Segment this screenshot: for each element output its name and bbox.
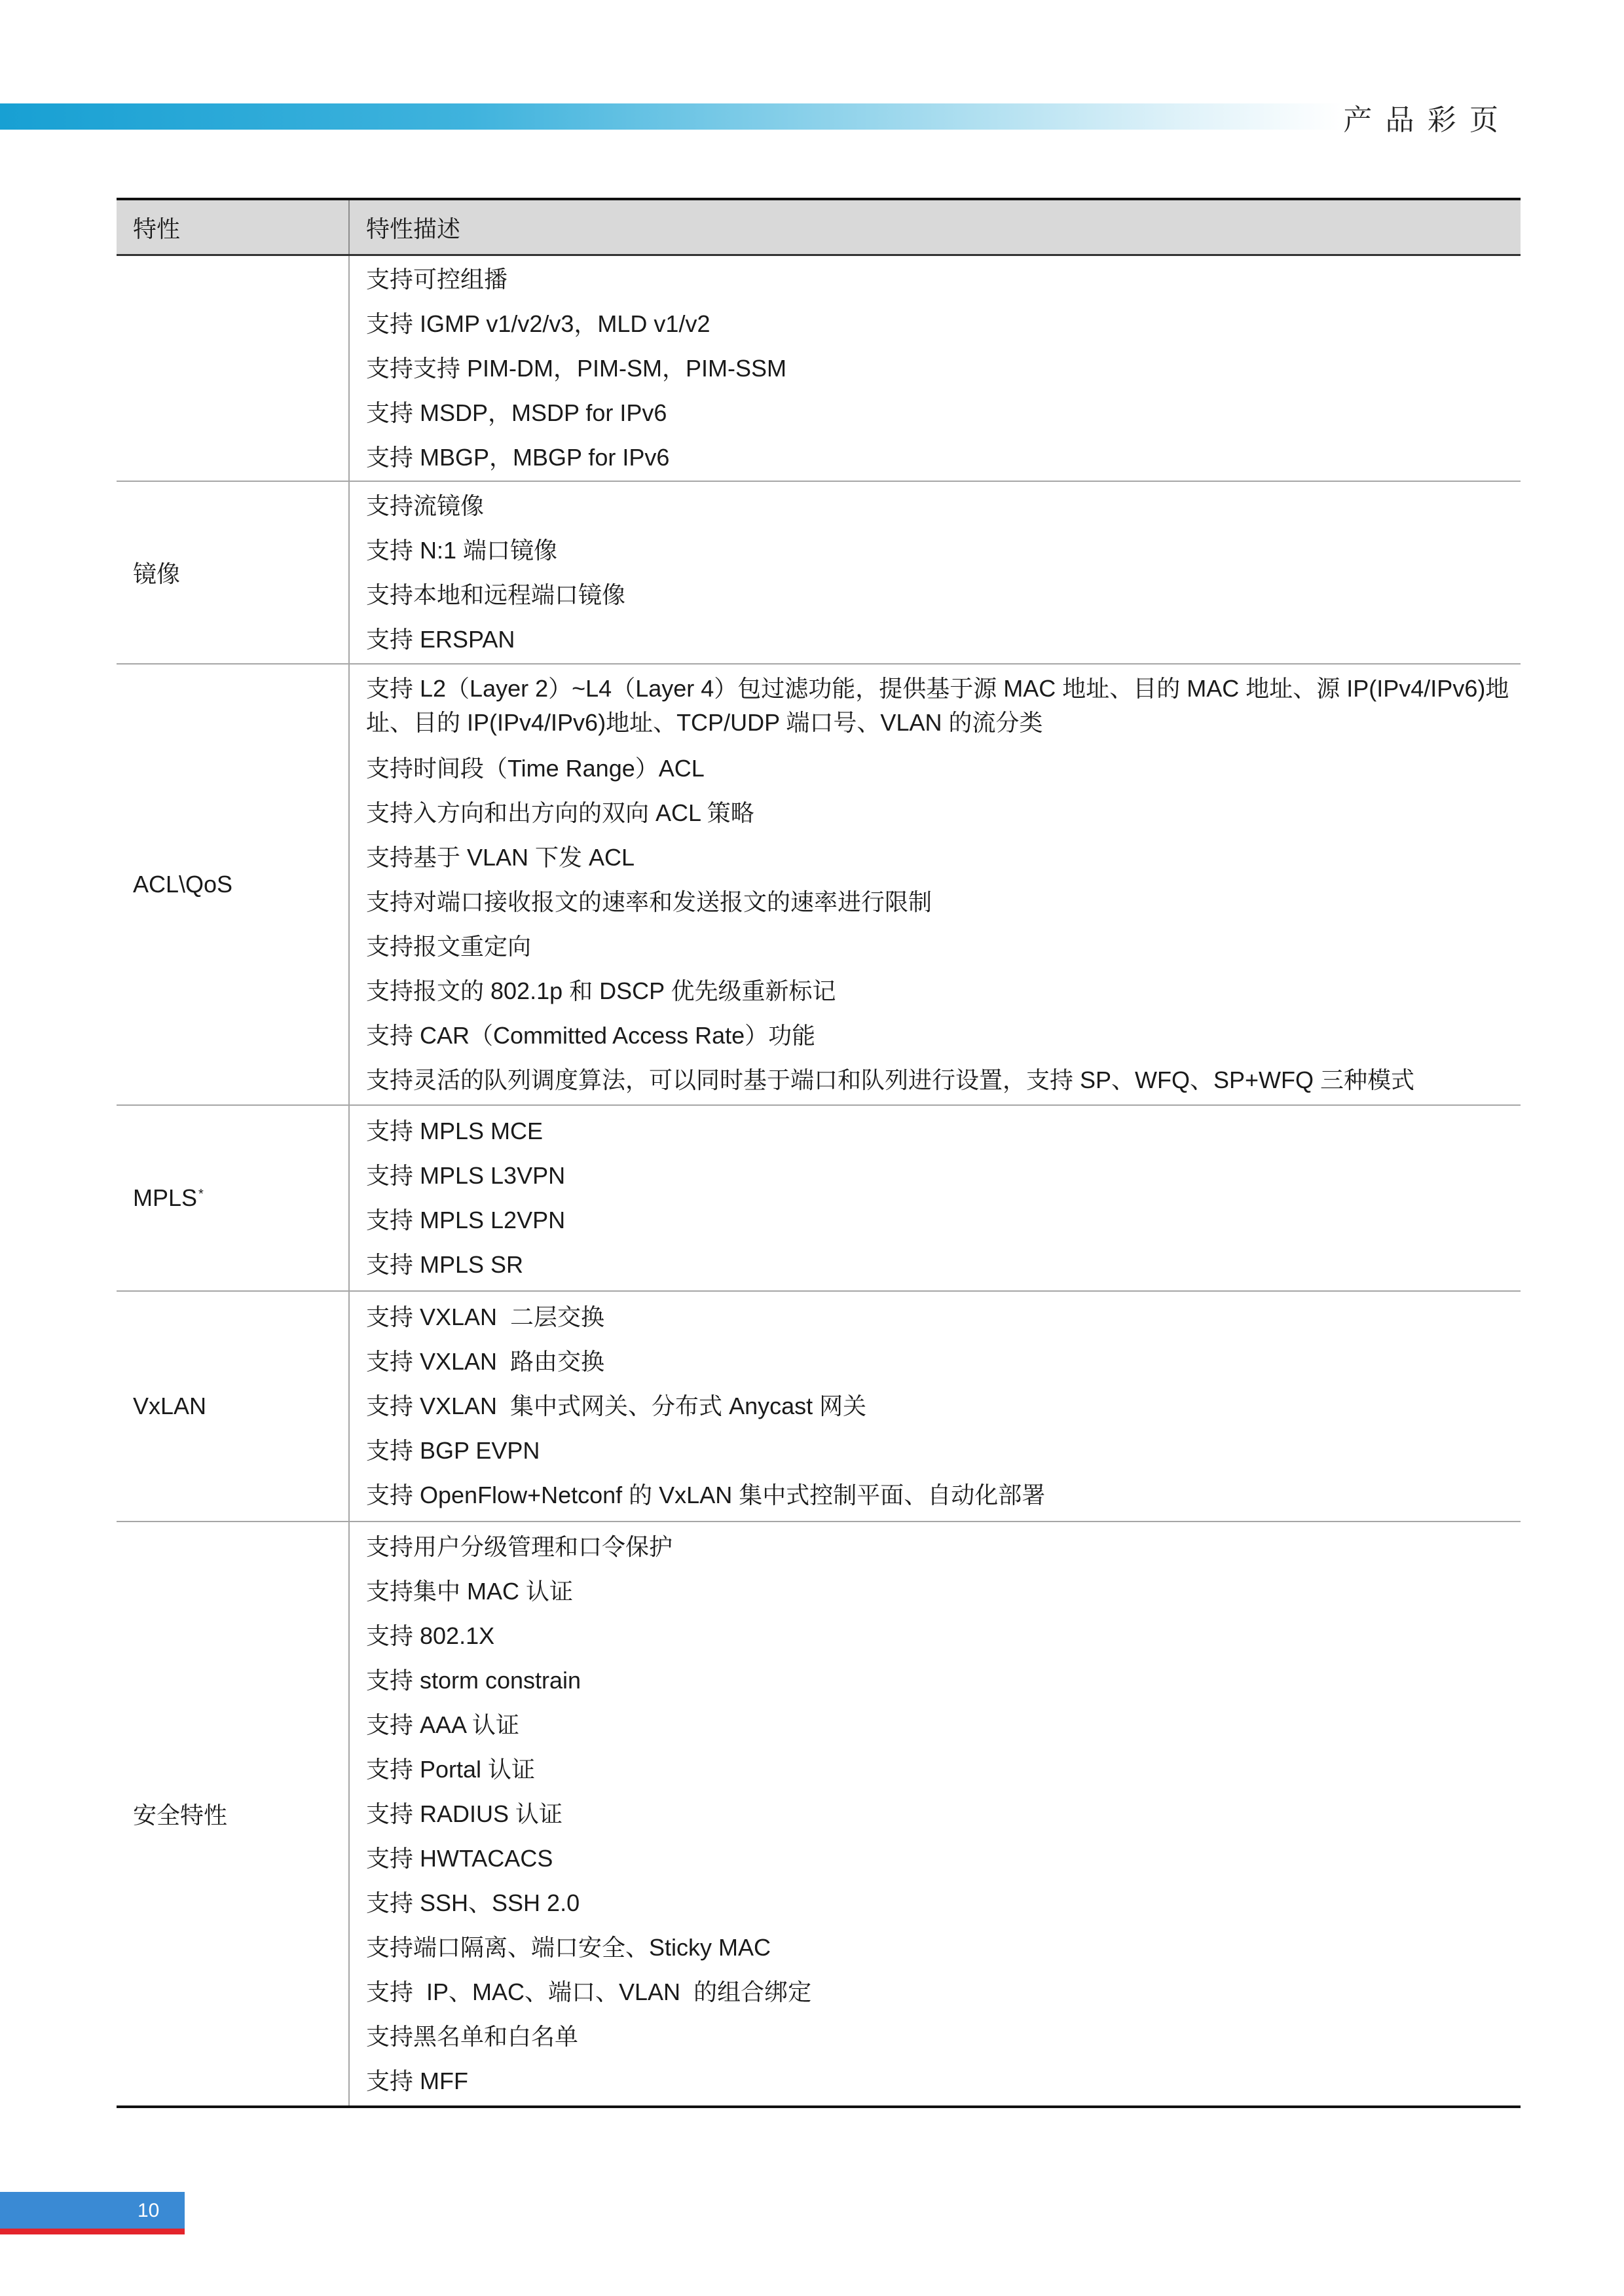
section-description (348, 1522, 1521, 2105)
feature-item: 支持报文重定向 (366, 933, 532, 960)
feature-item: 支持对端口接收报文的速率和发送报文的速率进行限制 (366, 888, 932, 915)
section-label-text: MPLS (133, 1184, 198, 1211)
column-header-description: 特性描述 (348, 200, 1521, 254)
feature-item: 支持 MPLS L3VPN (366, 1162, 566, 1189)
section-acl-qos (117, 663, 1521, 1104)
feature-item: 支持 IP、MAC、端口、VLAN 的组合绑定 (366, 1978, 812, 2005)
feature-item: 支持 ERSPAN (366, 625, 515, 653)
section-description (348, 256, 1521, 481)
feature-item: 支持基于 VLAN 下发 ACL (366, 844, 635, 871)
section-label: 安全特性 (133, 1802, 228, 1829)
section-label: VxLAN (133, 1393, 207, 1419)
feature-item: 支持 802.1X (366, 1622, 495, 1649)
feature-item: 支持时间段（Time Range）ACL (366, 755, 705, 782)
section-description (348, 1292, 1521, 1521)
section-mpls (117, 1104, 1521, 1290)
feature-item: 支持 MPLS L2VPN (366, 1207, 566, 1233)
section-security (117, 1521, 1521, 2105)
section-vxlan (117, 1290, 1521, 1521)
feature-item: 支持 SSH、SSH 2.0 (366, 1889, 580, 1916)
feature-item: 支持 N:1 端口镜像 (366, 536, 558, 564)
feature-item: 支持 VXLAN 路由交换 (366, 1348, 605, 1375)
feature-item: 支持 AAA 认证 (366, 1711, 520, 1738)
feature-item: 支持流镜像 (366, 492, 485, 519)
feature-item: 支持集中 MAC 认证 (366, 1577, 574, 1605)
page-number-accent-strip (0, 2229, 185, 2234)
feature-item: 支持 HWTACACS (366, 1844, 553, 1872)
feature-item: 支持 VXLAN 二层交换 (366, 1303, 605, 1330)
feature-item: 支持 MFF (366, 2067, 468, 2094)
feature-item: 支持 CAR（Committed Access Rate）功能 (366, 1022, 816, 1049)
table-header-row (117, 200, 1521, 256)
section-description (348, 482, 1521, 663)
section-description (348, 665, 1521, 1104)
page-header-title: 产 品 彩 页 (1343, 104, 1501, 136)
feature-item: 支持黑名单和白名单 (366, 2022, 579, 2050)
feature-item: 支持 MPLS MCE (366, 1118, 544, 1144)
section-description (348, 1106, 1521, 1290)
feature-item: 支持可控组播 (366, 265, 508, 293)
feature-item: 支持 storm constrain (366, 1666, 581, 1694)
column-header-feature: 特性 (133, 215, 181, 242)
feature-item: 支持 BGP EVPN (366, 1437, 540, 1464)
feature-item: 支持用户分级管理和口令保护 (366, 1533, 673, 1560)
section-label-empty (117, 256, 348, 481)
section-multicast (117, 256, 1521, 481)
feature-item: 支持端口隔离、端口安全、Sticky MAC (366, 1933, 771, 1961)
feature-item: 支持 L2（Layer 2）~L4（Layer 4）包过滤功能，提供基于源 MAC 地址、目的 MAC 地址、源 IP(IPv4/IPv6)地址、目的 IP(IPv4/IPv6)地址、TCP/UDP 端口号、VLAN 的流分类 (366, 675, 1509, 736)
feature-item: 支持 IGMP v1/v2/v3，MLD v1/v2 (366, 310, 710, 337)
feature-item: 支持 RADIUS 认证 (366, 1800, 563, 1827)
section-label: 镜像 (133, 560, 181, 587)
feature-item: 支持 MPLS SR (366, 1251, 524, 1278)
feature-item: 支持报文的 802.1p 和 DSCP 优先级重新标记 (366, 977, 836, 1004)
feature-item: 支持 MSDP，MSDP for IPv6 (366, 399, 667, 426)
feature-item: 支持 MBGP，MBGP for IPv6 (366, 443, 670, 471)
feature-item: 支持本地和远程端口镜像 (366, 581, 626, 608)
section-mirroring (117, 481, 1521, 663)
feature-spec-table (117, 198, 1521, 2108)
feature-item: 支持入方向和出方向的双向 ACL 策略 (366, 799, 754, 826)
feature-item: 支持灵活的队列调度算法，可以同时基于端口和队列进行设置，支持 SP、WFQ、SP+WFQ 三种模式 (366, 1066, 1415, 1093)
section-label: MPLS * (133, 1184, 204, 1211)
feature-item: 支持 Portal 认证 (366, 1755, 536, 1783)
feature-item: 支持 VXLAN 集中式网关、分布式 Anycast 网关 (366, 1393, 867, 1419)
section-label: ACL\QoS (133, 871, 233, 898)
feature-item: 支持 OpenFlow+Netconf 的 VxLAN 集中式控制平面、自动化部署 (366, 1482, 1046, 1508)
feature-item: 支持支持 PIM-DM，PIM-SM，PIM-SSM (366, 354, 786, 382)
header-accent-bar (0, 103, 1342, 130)
page-number: 10 (138, 2200, 160, 2221)
